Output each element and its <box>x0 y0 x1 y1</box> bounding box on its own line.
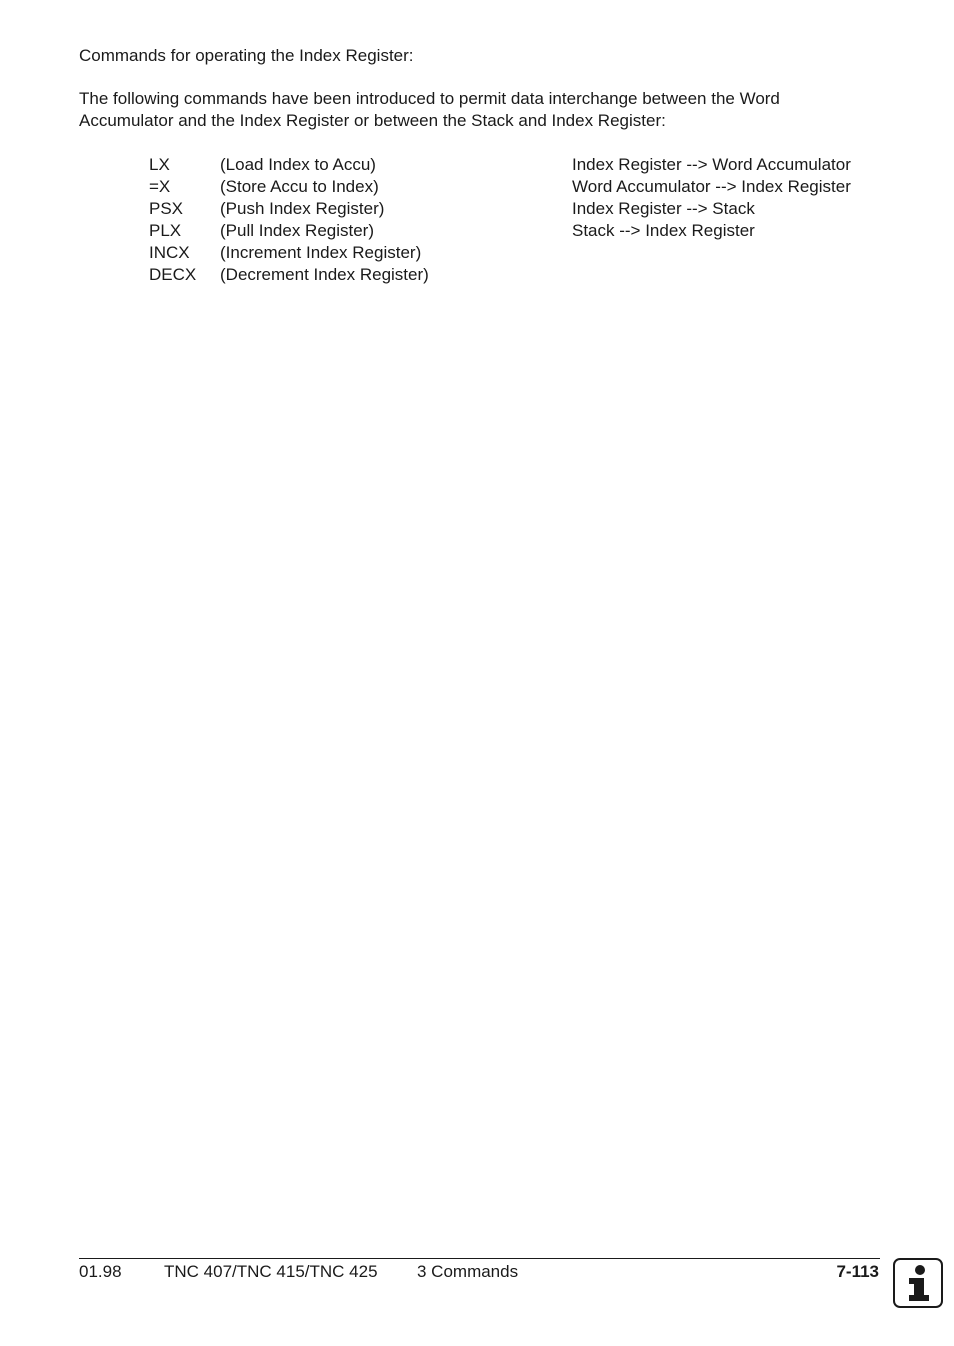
command-description: (Load Index to Accu) <box>220 155 376 174</box>
paragraph-line-1: The following commands have been introduced to permit data interchange between the Word <box>79 89 780 108</box>
command-code: PSX <box>149 199 184 218</box>
command-row <box>149 176 879 198</box>
intro-heading: Commands for operating the Index Register: <box>79 46 414 65</box>
command-data-flow: Stack --> Index Register <box>572 221 755 240</box>
command-code: PLX <box>149 221 182 240</box>
command-row <box>149 264 879 286</box>
command-data-flow: Index Register --> Word Accumulator <box>572 155 851 174</box>
info-icon <box>893 1258 943 1308</box>
intro-paragraph <box>79 88 869 132</box>
command-description: (Increment Index Register) <box>220 243 422 262</box>
command-code: INCX <box>149 243 190 262</box>
command-list <box>149 154 879 286</box>
command-description: (Pull Index Register) <box>220 221 375 240</box>
footer-chapter: 3 Commands <box>417 1262 519 1281</box>
command-code: LX <box>149 155 170 174</box>
command-row <box>149 198 879 220</box>
command-description: (Decrement Index Register) <box>220 265 429 284</box>
command-code: DECX <box>149 265 197 284</box>
command-row <box>149 220 879 242</box>
command-data-flow: Index Register --> Stack <box>572 199 755 218</box>
footer-date: 01.98 <box>79 1262 122 1281</box>
command-code: =X <box>149 177 171 196</box>
paragraph-line-2: Accumulator and the Index Register or between the Stack and Index Register: <box>79 111 666 130</box>
footer-model: TNC 407/TNC 415/TNC 425 <box>164 1262 378 1281</box>
command-description: (Store Accu to Index) <box>220 177 379 196</box>
command-description: (Push Index Register) <box>220 199 385 218</box>
command-data-flow: Word Accumulator --> Index Register <box>572 177 851 196</box>
command-row <box>149 154 879 176</box>
footer-divider <box>79 1258 880 1259</box>
page-number: 7-113 <box>836 1262 879 1281</box>
command-row <box>149 242 879 264</box>
